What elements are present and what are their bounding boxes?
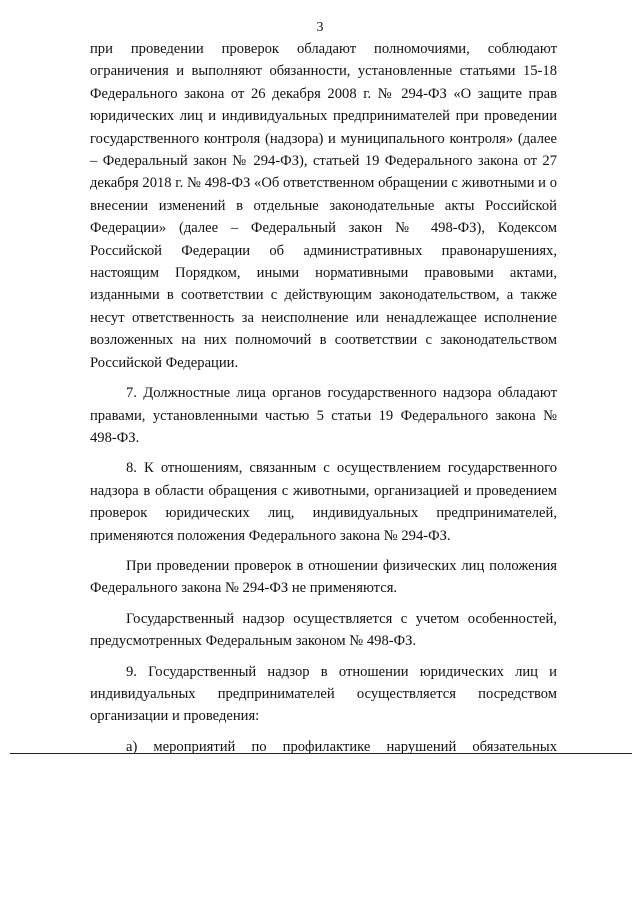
document-body: [90, 38, 557, 758]
paragraph-continuation: при проведении проверок обладают полномочиями, соблюдают ограничения и выполняют обязанности, установленные статьями 15-18 Федерального закона от 26 декабря 2008 г. № 294-ФЗ «О защите прав юридических лиц и индивидуальных предпринимателей при проведении государственного контроля (надзора) и муниципального контроля» (далее – Федеральный закон № 294-ФЗ), статьей 19 Федерального закона от 27 декабря 2018 г. № 498-ФЗ «Об ответственном обращении с животными и о внесении изменений в отдельные законодательные акты Российской Федерации» (далее – Федеральный закон № 498-ФЗ), Кодексом Российской Федерации об административных правонарушениях, настоящим Порядком, иными нормативными правовыми актами, изданными в соответствии с действующим законодательством, а также несут ответственность за неисполнение или ненадлежащее исполнение возложенных на них полномочий в соответствии с законодательством Российской Федерации.: [90, 41, 557, 371]
paragraph-7: 7. Должностные лица органов государственного надзора обладают правами, установленными частью 5 статьи 19 Федерального закона № 498-ФЗ.: [90, 385, 557, 446]
paragraph-8: 8. К отношениям, связанным с осуществлением государственного надзора в области обращения с животными, организацией и проведением проверок юридических лиц, индивидуальных предпринимателей, применяются положения Федерального закона № 294-ФЗ.: [90, 460, 557, 544]
bottom-rule-divider: [10, 753, 632, 754]
paragraph-physical-persons: При проведении проверок в отношении физических лиц положения Федерального закона № 294-ФЗ не применяются.: [90, 557, 557, 597]
paragraph-9: 9. Государственный надзор в отношении юридических лиц и индивидуальных предпринимателей осуществляется посредством организации и проведения:: [90, 663, 557, 725]
paragraph-supervision-specifics: Государственный надзор осуществляется с учетом особенностей, предусмотренных Федеральным законом № 498-ФЗ.: [90, 610, 557, 650]
page-number: 3: [316, 20, 324, 35]
paragraph-9a: а) мероприятий по профилактике нарушений обязательных: [126, 738, 557, 755]
